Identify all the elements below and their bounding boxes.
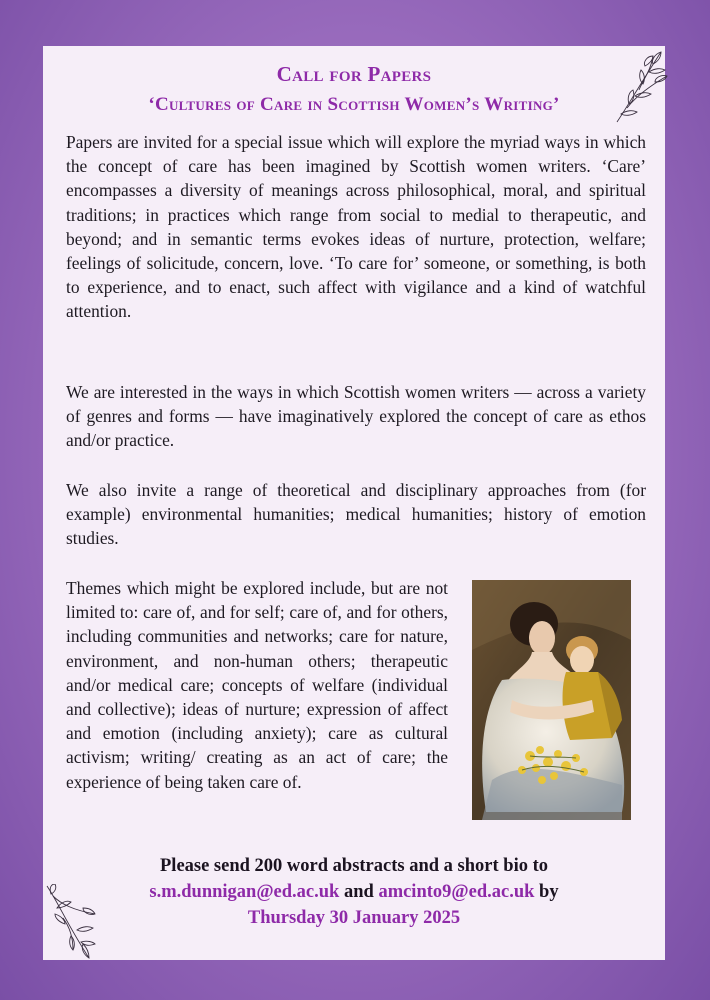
- themes-paragraph: Themes which might be explored include, but are not limited to: care of, and for self; care of, and for others, including communities and networks; care for nature, environment, and non-human others; therapeutic and/or medical care; concepts of welfare (individual and collective); ideas of nurture; expression of affect and emotion (including anxiety); care as cultural activism; writing/ creating as an act of care; the experience of being taken care of.: [66, 578, 448, 792]
- deadline: Thursday 30 January 2025: [247, 908, 461, 928]
- leaf-sprig-icon: [43, 884, 99, 960]
- email-link-dunnigan[interactable]: s.m.dunnigan@ed.ac.uk: [149, 882, 340, 902]
- submission-instructions: Please send 200 word abstracts and a short bio to: [160, 856, 548, 876]
- interest-paragraph: We are interested in the ways in which Scottish women writers — across a variety of genres and forms — have imaginatively explored the concept of care as ethos and/or practice.: [66, 382, 646, 451]
- mother-and-child-painting: [472, 580, 631, 820]
- page-subtitle: ‘Cultures of Care in Scottish Women’s Writing’: [148, 94, 560, 115]
- conjunction-text: and: [339, 882, 379, 902]
- by-text: by: [534, 882, 559, 902]
- contact-line: [43, 882, 665, 903]
- email-link-mcintosh[interactable]: amcinto9@ed.ac.uk: [378, 882, 535, 902]
- approaches-paragraph: We also invite a range of theoretical and disciplinary approaches from (for example) environmental humanities; medical humanities; history of emotion studies.: [66, 480, 646, 549]
- page-title: Call for Papers: [276, 62, 432, 86]
- leaf-sprig-icon: [609, 46, 671, 124]
- poster-card: [43, 46, 665, 960]
- intro-paragraph: Papers are invited for a special issue which will explore the myriad ways in which the concept of care has been imagined by Scottish women writers. ‘Care’ encompasses a diversity of meanings across philosophical, moral, and spiritual traditions; in practices which range from social to medial to therapeutic, and beyond; and in semantic terms evokes ideas of nurture, protection, welfare; feelings of solicitude, concern, love. ‘To care for’ someone, or something, is both to experience, and to enact, such affect with vigilance and a kind of watchful attention.: [66, 132, 646, 322]
